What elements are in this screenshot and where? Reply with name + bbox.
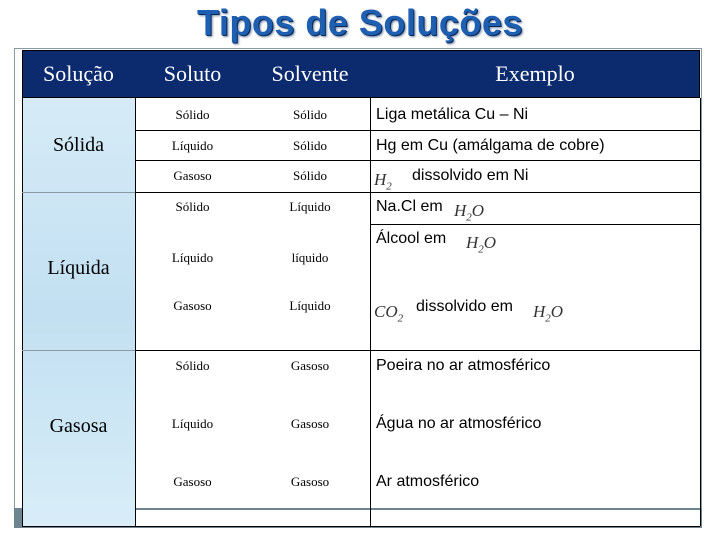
cell-solvente: líquido: [291, 250, 329, 265]
cell-soluto: Gasoso: [173, 168, 212, 183]
row-divider: [135, 130, 700, 131]
category-divider: [22, 350, 135, 351]
cell-soluto: Líquido: [171, 250, 214, 265]
cell-solvente: Gasoso: [290, 358, 330, 373]
cell-solvente: Gasoso: [290, 416, 330, 431]
cell-solvente: Gasoso: [290, 474, 330, 489]
cell-soluto: Sólido: [175, 199, 210, 214]
category-solida: Sólida: [52, 134, 105, 156]
header-exemplo: Exemplo: [495, 61, 575, 86]
cell-exemplo: Ar atmosférico: [376, 473, 480, 490]
cell-solvente: Líquido: [289, 298, 331, 313]
column-divider: [370, 98, 371, 526]
cell-exemplo: Liga metálica Cu – Ni: [376, 106, 529, 123]
cell-solvente: Sólido: [293, 168, 327, 183]
category-divider: [22, 192, 135, 193]
formula-h2: $H_2$: [374, 170, 392, 193]
cell-soluto: Líquido: [171, 138, 214, 153]
cell-soluto: Gasoso: [173, 298, 212, 313]
category-liquida: Líquida: [47, 257, 110, 279]
header-solvente: Solvente: [271, 61, 349, 86]
cell-exemplo: Na.Cl em: [376, 198, 443, 215]
formula-co2: $CO_2$: [374, 302, 404, 325]
page-title: Tipos de Soluções: [197, 2, 523, 43]
cell-solvente: Sólido: [293, 138, 327, 153]
formula-h2o: $H_2O$: [533, 302, 564, 325]
row-divider: [370, 224, 700, 225]
formula-h2o: $H_2O$: [454, 201, 485, 224]
cell-exemplo: Água no ar atmosférico: [376, 415, 542, 432]
table-right-border: [700, 98, 701, 526]
header-soluto: Soluto: [163, 61, 222, 86]
cell-exemplo: dissolvido em Ni: [412, 167, 529, 184]
table-bottom-border: [22, 526, 700, 527]
cell-exemplo: Poeira no ar atmosférico: [376, 357, 551, 374]
cell-exemplo: dissolvido em: [416, 298, 513, 315]
row-divider: [135, 350, 700, 351]
cell-solvente: Sólido: [293, 107, 327, 122]
cell-solvente: Líquido: [289, 199, 331, 214]
row-divider: [135, 192, 700, 193]
cell-exemplo: Hg em Cu (amálgama de cobre): [376, 137, 605, 154]
formula-h2o: $H_2O$: [466, 233, 497, 256]
cell-soluto: Sólido: [175, 107, 210, 122]
row-divider: [135, 160, 700, 161]
category-column: [22, 98, 135, 526]
category-gasosa: Gasosa: [49, 415, 108, 437]
cell-soluto: Sólido: [175, 358, 210, 373]
header-solucao: Solução: [43, 61, 114, 86]
cell-soluto: Líquido: [171, 416, 214, 431]
cell-soluto: Gasoso: [173, 474, 212, 489]
cell-exemplo: Álcool em: [376, 230, 447, 247]
